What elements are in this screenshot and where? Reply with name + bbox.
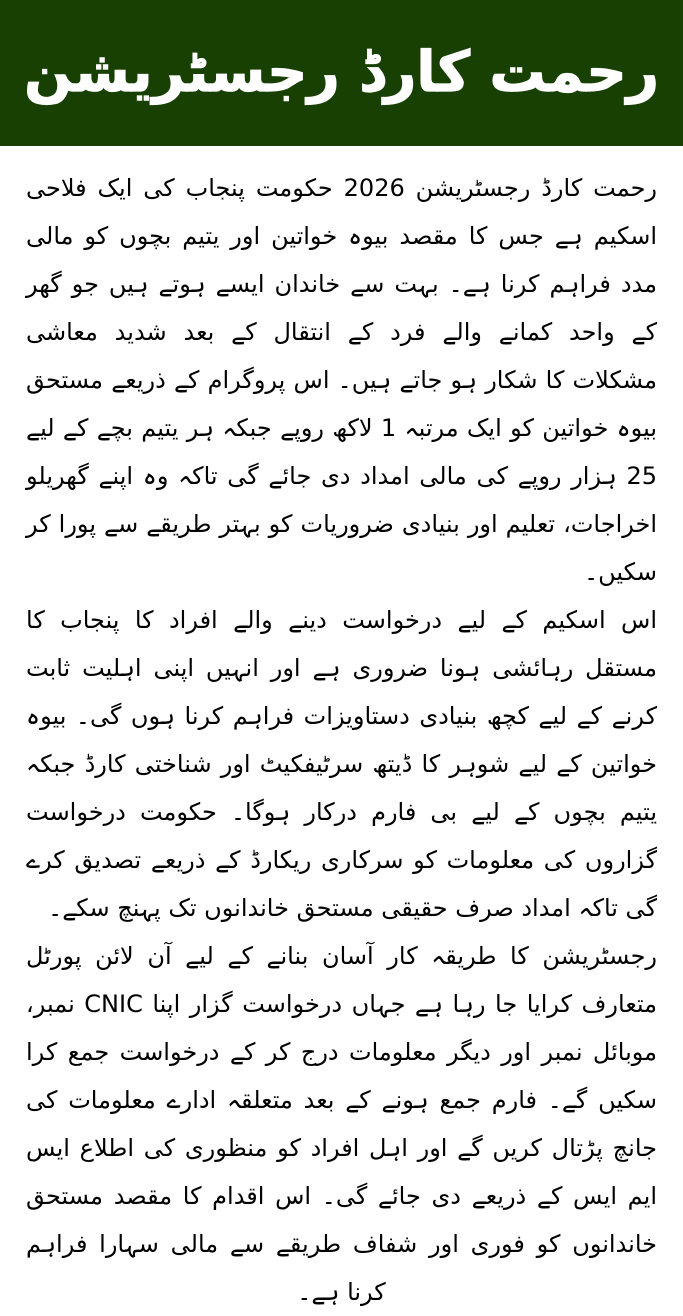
paragraph: اس اسکیم کے لیے درخواست دینے والے افراد کا پنجاب کا مستقل رہائشی ہونا ضروری ہے اور انہیں اپنی اہلیت ثابت کرنے کے لیے کچھ بنیادی دستاویزات فراہم کرنا ہوں گی۔ بیوہ خواتین کے لیے شوہر کا ڈیتھ سرٹیفکیٹ اور شناختی کارڈ جبکہ یتیم بچوں کے لیے بی فارم درکار ہوگا۔ حکومت درخواست گزاروں کی معلومات کو سرکاری ریکارڈ کے ذریعے تصدیق کرے گی تاکہ امداد صرف حقیقی مستحق خاندانوں تک پہنچ سکے۔	[26, 606, 657, 922]
page-title: رحمت کارڈ رجسٹریشن	[24, 40, 659, 106]
paragraph: رحمت کارڈ رجسٹریشن 2026 حکومت پنجاب کی ایک فلاحی اسکیم ہے جس کا مقصد بیوہ خواتین اور یتیم بچوں کو مالی مدد فراہم کرنا ہے۔ بہت سے خاندان ایسے ہوتے ہیں جو گھر کے واحد کمانے والے فرد کے انتقال کے بعد شدید معاشی مشکلات کا شکار ہو جاتے ہیں۔ اس پروگرام کے ذریعے مستحق بیوہ خواتین کو ایک مرتبہ 1 لاکھ روپے جبکہ ہر یتیم بچے کے لیے 25 ہزار روپے کی مالی امداد دی جائے گی تاکہ وہ اپنے گھریلو اخراجات، تعلیم اور بنیادی ضروریات کو بہتر طریقے سے پورا کر سکیں۔	[26, 174, 658, 586]
title-banner	[0, 0, 683, 146]
article-body	[0, 146, 683, 1316]
paragraph: رجسٹریشن کا طریقہ کار آسان بنانے کے لیے آن لائن پورٹل متعارف کرایا جا رہا ہے جہاں درخواست گزار اپنا CNIC نمبر، موبائل نمبر اور دیگر معلومات درج کر کے درخواست جمع کرا سکیں گے۔ فارم جمع ہونے کے بعد متعلقہ ادارے معلومات کی جانچ پڑتال کریں گے اور اہل افراد کو منظوری کی اطلاع ایس ایم ایس کے ذریعے دی جائے گی۔ اس اقدام کا مقصد مستحق خاندانوں کو فوری اور شفاف طریقے سے مالی سہارا فراہم کرنا ہے۔	[26, 942, 657, 1306]
